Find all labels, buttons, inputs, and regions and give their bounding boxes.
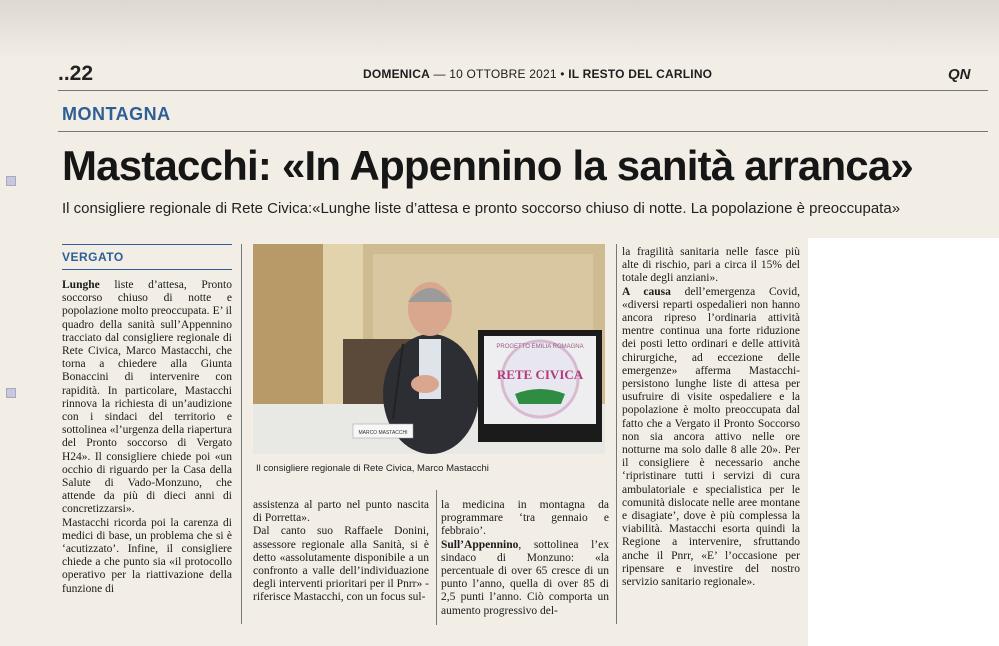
paragraph: Mastacchi ricorda poi la carenza di medici di base, un problema che si è ‘acutizzato’. Infine, il consigliere chiede a che punto sia «il protocollo operativo per la riattivazione della funzione di [62,516,232,595]
body-text: liste d’attesa, Pronto soccorso chiuso di notte e popolazione molto preoccupata. E’ il quadro della sanità sull’Appennino tracciato dal consigliere regionale di Rete Civica, Marco Mastacchi, che torna a chiedere alla Giunta Bonaccini di intervenire con rapidità. In particolare, Mastacchi rinnova la richiesta di un’audizione con i sindaci del territorio e sottolinea «l’urgenza della riapertura del Pronto soccorso di Vergato H24». Il consigliere chiede poi «un occhio di riguardo per la Casa della Salute di Vado-Monzuno, che attende da più di dieci anni di concretizzarsi». [62,279,232,516]
header-day: DOMENICA [363,67,430,81]
paragraph: Dal canto suo Raffaele Donini, assessore regionale alla Sanità, si è detto «assolutamente disponibile a un confronto a valle dell’individuazione degli interventi prioritari per il Pnrr» - riferisce Mastacchi, con un focus sul- [253,525,429,604]
screen-logo-text: RETE CIVICA [496,367,584,382]
paragraph [441,539,609,618]
section-label: MONTAGNA [62,104,171,124]
headline: Mastacchi: «In Appennino la sanità arranca» [62,142,913,189]
body-text: , sottolinea l’ex sindaco di Monzuno: «la percentuale di over 65 cresce di un punto l’anno, quella di over 85 di 2,5 punti l’anno. Ciò comporta un aumento progressivo del- [441,538,609,617]
dateline-location: VERGATO [62,250,124,264]
column-rule [436,490,437,625]
article-column-4 [622,246,800,589]
article-column-2 [253,499,429,605]
lead-word: Lunghe [62,279,100,291]
header-dot: • [560,67,569,81]
qn-logo: QN [948,66,971,83]
dateline-rule [62,244,232,245]
page-number: ..22 [58,62,94,85]
header-dash: — [433,67,450,81]
margin-marker [6,176,16,186]
photo-illustration [253,244,605,454]
page-edge [808,238,999,646]
photo-caption: Il consigliere regionale di Rete Civica, Marco Mastacchi [256,463,489,474]
paragraph: la fragilità sanitaria nelle fasce più alte di rischio, pari a circa il 15% del totale degli anziani». [622,246,800,285]
margin-marker [6,388,16,398]
lead-word: A causa [622,285,671,298]
article-photo [253,244,605,454]
paragraph: assistenza al parto nel punto nascita di Porretta». [253,499,429,525]
paragraph: la medicina in montagna da programmare ‘tra gennaio e febbraio’. [441,499,609,538]
section-rule [58,131,988,132]
body-text: dell’emergenza Covid, «diversi reparti ospedalieri non hanno ancora ripreso l’ordinaria attività mentre continua una forte riduzione dei posti letto ordinari e delle attività chirurgiche, ad eccezione delle emergenze» afferma Mastacchi- persistono lunghe liste di attesa per usufruire di visite ospedaliere e la popolazione è molto preoccupata dal fatto che a Vergato il Pronto Soccorso non sia ancora attivo nelle ore notturne ma solo dalle 8 alle 20». Per il consigliere è necessario anche ‘ripristinare tutti i servizi di cura ambulatoriale e specialistica per le comunità dislocate nelle aree montane e disagiate’, dove è più complessa la viabilità. Mastacchi esorta quindi la Regione a intervenire, sfruttando anche il Pnrr, «E’ l’occasione per ripensare e investire del nostro servizio sanitario regionale». [622,285,800,589]
header-dateline [363,67,712,81]
lead-word: Sull’Appennino [441,538,519,551]
header-date: 10 OTTOBRE 2021 [449,67,557,81]
article-column-1 [62,279,232,596]
screen-arc-text: PROGETTO EMILIA ROMAGNA [496,344,584,350]
name-placard: MARCO MASTACCHI [358,430,408,436]
header-rule [58,90,988,91]
dateline-rule [62,269,232,270]
paragraph [62,279,232,517]
page-shadow [0,0,999,60]
column-rule [241,244,242,624]
column-rule [616,244,617,624]
paragraph [622,286,800,590]
subheadline: Il consigliere regionale di Rete Civica:«Lunghe liste d’attesa e pronto soccorso chiuso di notte. La popolazione è preoccupata» [62,200,901,217]
article-column-3 [441,499,609,618]
header-paper: IL RESTO DEL CARLINO [568,67,713,81]
